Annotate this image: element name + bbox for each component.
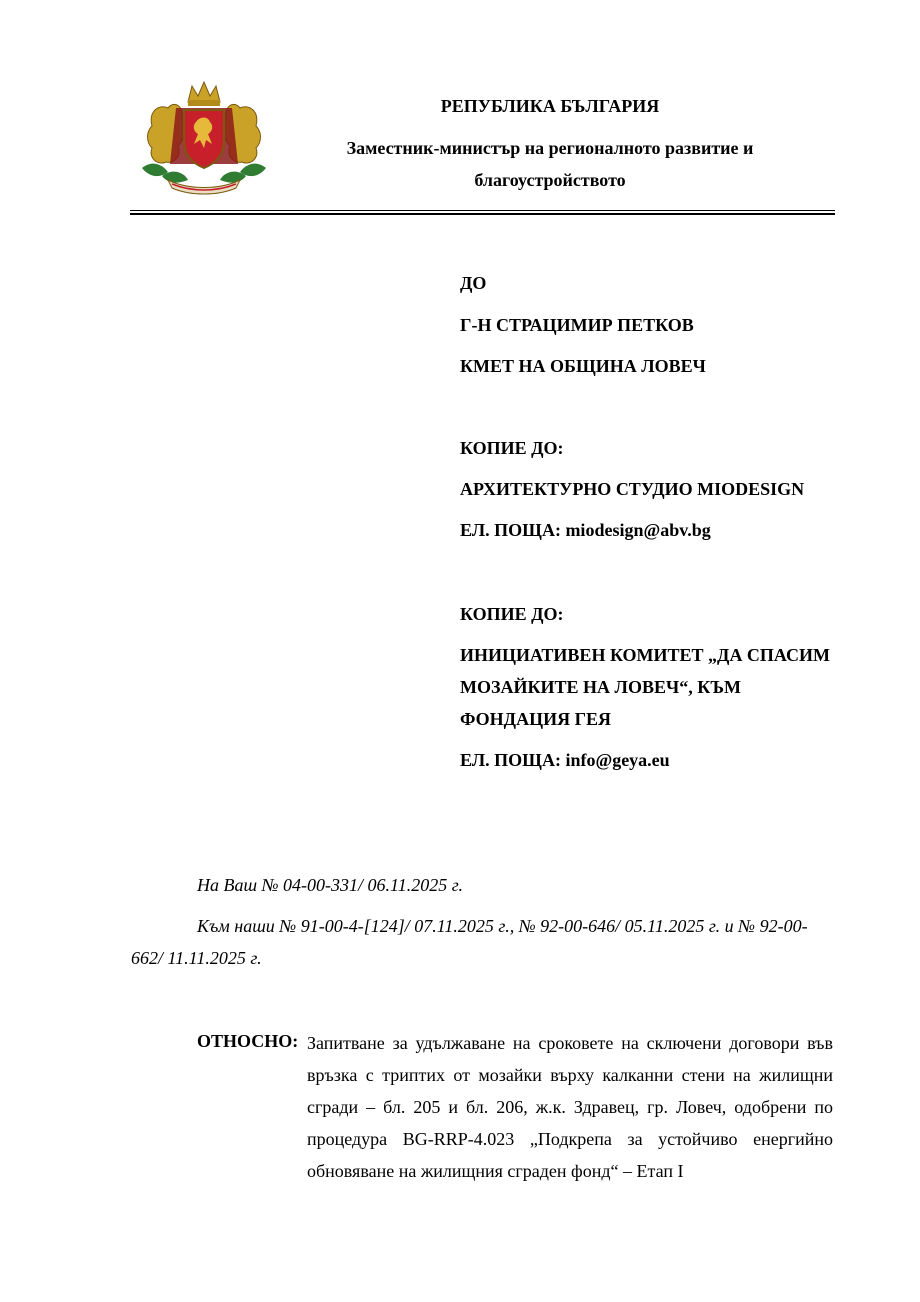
- copy1-label: КОПИЕ ДО:: [460, 438, 564, 458]
- subject-line-3: сгради – бл. 205 и бл. 206, ж.к. Здравец, гр. Ловеч, одобрени по: [307, 1097, 833, 1117]
- header-divider: [130, 210, 835, 211]
- copy1-org: АРХИТЕКТУРНО СТУДИО MIODESIGN: [460, 479, 805, 499]
- recipient-title: КМЕТ НА ОБЩИНА ЛОВЕЧ: [460, 356, 706, 376]
- country-heading: РЕПУБЛИКА БЪЛГАРИЯ: [440, 96, 660, 116]
- copy2-org-line3: ФОНДАЦИЯ ГЕЯ: [460, 709, 612, 729]
- reference-ours-line1: Към наши № 91-00-4-[124]/ 07.11.2025 г., № 92-00-646/ 05.11.2025 г. и № 92-00-: [197, 916, 808, 936]
- copy2-email: ЕЛ. ПОЩА: info@geya.eu: [460, 750, 670, 770]
- subject-label: ОТНОСНО:: [197, 1031, 299, 1051]
- recipient-name: Г-Н СТРАЦИМИР ПЕТКОВ: [460, 315, 694, 335]
- subject-line-1: Запитване за удължаване на сроковете на сключени договори във: [307, 1033, 833, 1053]
- subject-line-5: обновяване на жилищния сграден фонд“ – Етап I: [307, 1161, 684, 1181]
- copy1-email: ЕЛ. ПОЩА: miodesign@abv.bg: [460, 520, 711, 540]
- coat-of-arms-icon: [138, 80, 270, 196]
- reference-ours-line2: 662/ 11.11.2025 г.: [131, 948, 262, 968]
- office-line-2: благоустройството: [474, 170, 626, 190]
- copy2-org-line1: ИНИЦИАТИВЕН КОМИТЕТ „ДА СПАСИМ: [460, 645, 831, 665]
- office-line-1: Заместник-министър на регионалното развитие и: [346, 138, 754, 158]
- subject-text: [307, 1027, 833, 1187]
- header-divider-thick: [130, 213, 835, 215]
- copy2-label: КОПИЕ ДО:: [460, 604, 564, 624]
- subject-line-2: връзка с триптих от мозайки върху калканни стени на жилищни: [307, 1065, 833, 1085]
- copy2-org-line2: МОЗАЙКИТЕ НА ЛОВЕЧ“, КЪМ: [460, 677, 742, 697]
- reference-yours: На Ваш № 04-00-331/ 06.11.2025 г.: [197, 875, 463, 895]
- to-label: ДО: [460, 273, 487, 293]
- subject-line-4: процедура BG-RRP-4.023 „Подкрепа за устойчиво енергийно: [307, 1129, 833, 1149]
